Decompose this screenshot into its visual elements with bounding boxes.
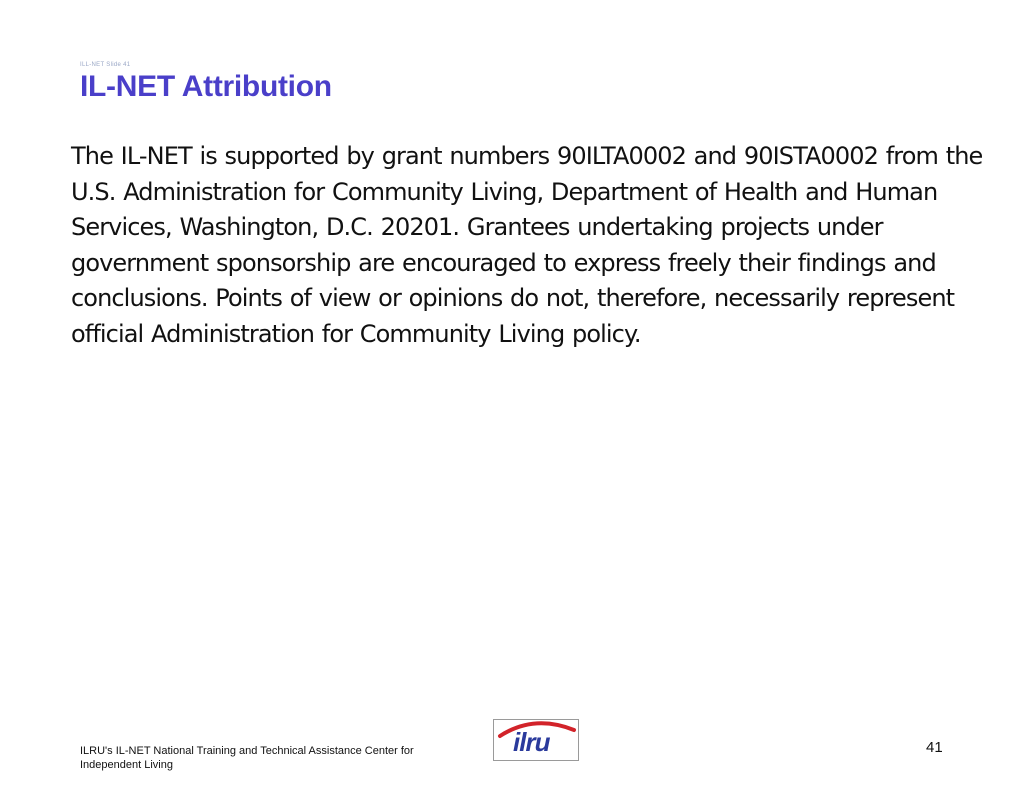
ilru-logo <box>493 719 579 761</box>
slide-tag: ILL-NET Slide 41 <box>80 62 131 68</box>
ilru-logo-word: ilru <box>513 727 550 757</box>
attribution-paragraph: The IL-NET is supported by grant numbers 90ILTA0002 and 90ISTA0002 from the U.S. Administration for Community Living, Department of Health and Human Services, Washington, D.C. 20201. Grantees undertaking projects under government sponsorship are encouraged to express freely their findings and conclusions. Points of view or opinions do not, therefore, necessarily represent official Administration for Community Living policy. <box>71 142 983 348</box>
slide-title: IL-NET Attribution <box>80 70 332 103</box>
footer-organization: ILRU's IL-NET National Training and Technical Assistance Center for Independent Living <box>80 745 414 771</box>
page-number: 41 <box>926 739 943 756</box>
